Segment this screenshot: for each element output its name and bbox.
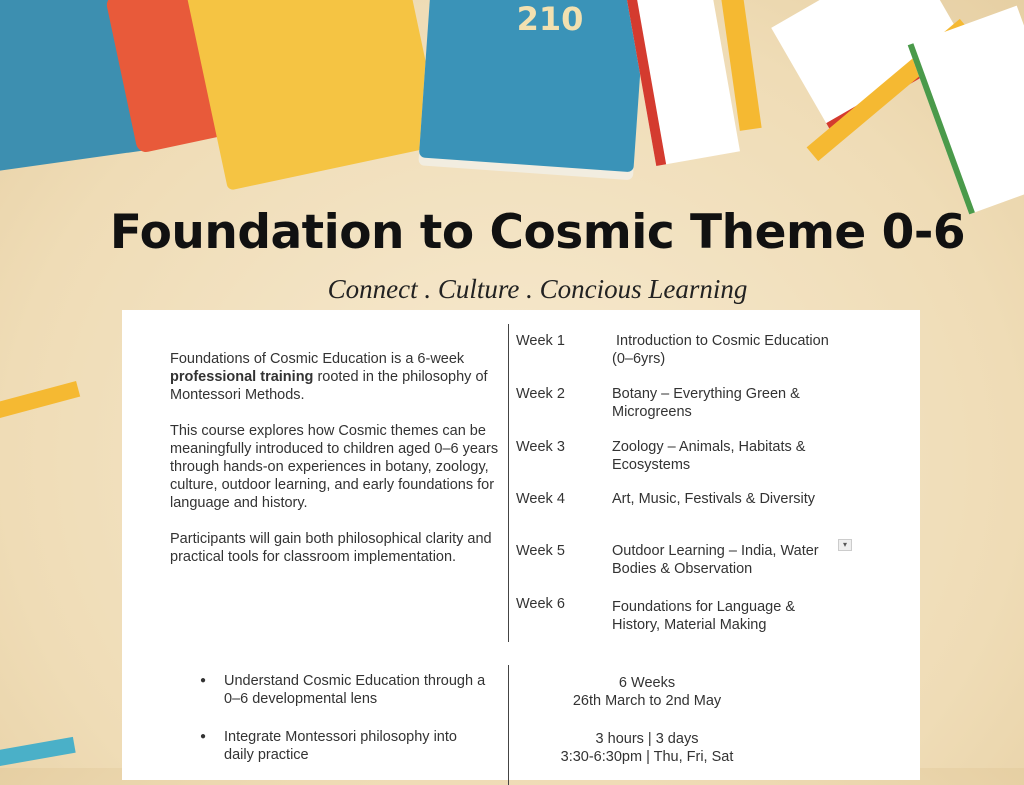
course-description <box>170 350 510 584</box>
red-book-illustration <box>625 0 740 166</box>
week-label: Week 1 <box>516 333 565 349</box>
time: 3:30-6:30pm | Thu, Fri, Sat <box>560 749 734 765</box>
week-topic: Zoology – Animals, Habitats & Ecosystems <box>612 439 806 473</box>
list-item: ● Understand Cosmic Education through a 0–6 developmental lens <box>200 672 490 708</box>
list-item: ● Integrate Montessori philosophy into daily practice <box>200 728 490 764</box>
dropdown-arrow-icon[interactable]: ▾ <box>838 539 852 551</box>
week-topic: Botany – Everything Green & Microgreens <box>612 386 800 420</box>
week-topic: Outdoor Learning – India, Water Bodies & Observation <box>612 543 819 577</box>
hours: 3 hours | 3 days <box>595 731 699 747</box>
book-logo: 210 <box>516 0 584 38</box>
dates: 26th March to 2nd May <box>572 693 722 709</box>
week-topic: Introduction to Cosmic Education (0–6yrs) <box>612 333 829 367</box>
page-title: Foundation to Cosmic Theme 0-6 <box>109 205 966 260</box>
yellow-book-illustration <box>187 0 444 191</box>
description-paragraph: This course explores how Cosmic themes can be meaningfully introduced to children aged 0–6 years through hands-on experiences in botany, zoology, culture, outdoor learning, and early foundations for language and history. <box>170 423 499 511</box>
outcomes-list <box>200 672 490 784</box>
week-topic: Art, Music, Festivals & Diversity <box>612 491 816 507</box>
description-paragraph: Participants will gain both philosophical clarity and practical tools for classroom implementation. <box>170 531 492 565</box>
week-label: Week 2 <box>516 386 565 402</box>
week-label: Week 3 <box>516 439 565 455</box>
week-label: Week 4 <box>516 491 565 507</box>
description-paragraph: Foundations of Cosmic Education is a 6-week professional training rooted in the philosophy of Montessori Methods. <box>170 351 488 403</box>
page-subtitle: Connect . Culture . Concious Learning <box>327 274 748 304</box>
duration: 6 Weeks <box>618 675 676 691</box>
content-panel <box>122 310 920 780</box>
column-divider <box>508 665 509 785</box>
week-topic: Foundations for Language & History, Material Making <box>612 599 795 633</box>
week-label: Week 6 <box>516 596 565 612</box>
week-label: Week 5 <box>516 543 565 559</box>
pencil-illustration <box>0 737 76 769</box>
pencil-illustration <box>0 381 80 425</box>
